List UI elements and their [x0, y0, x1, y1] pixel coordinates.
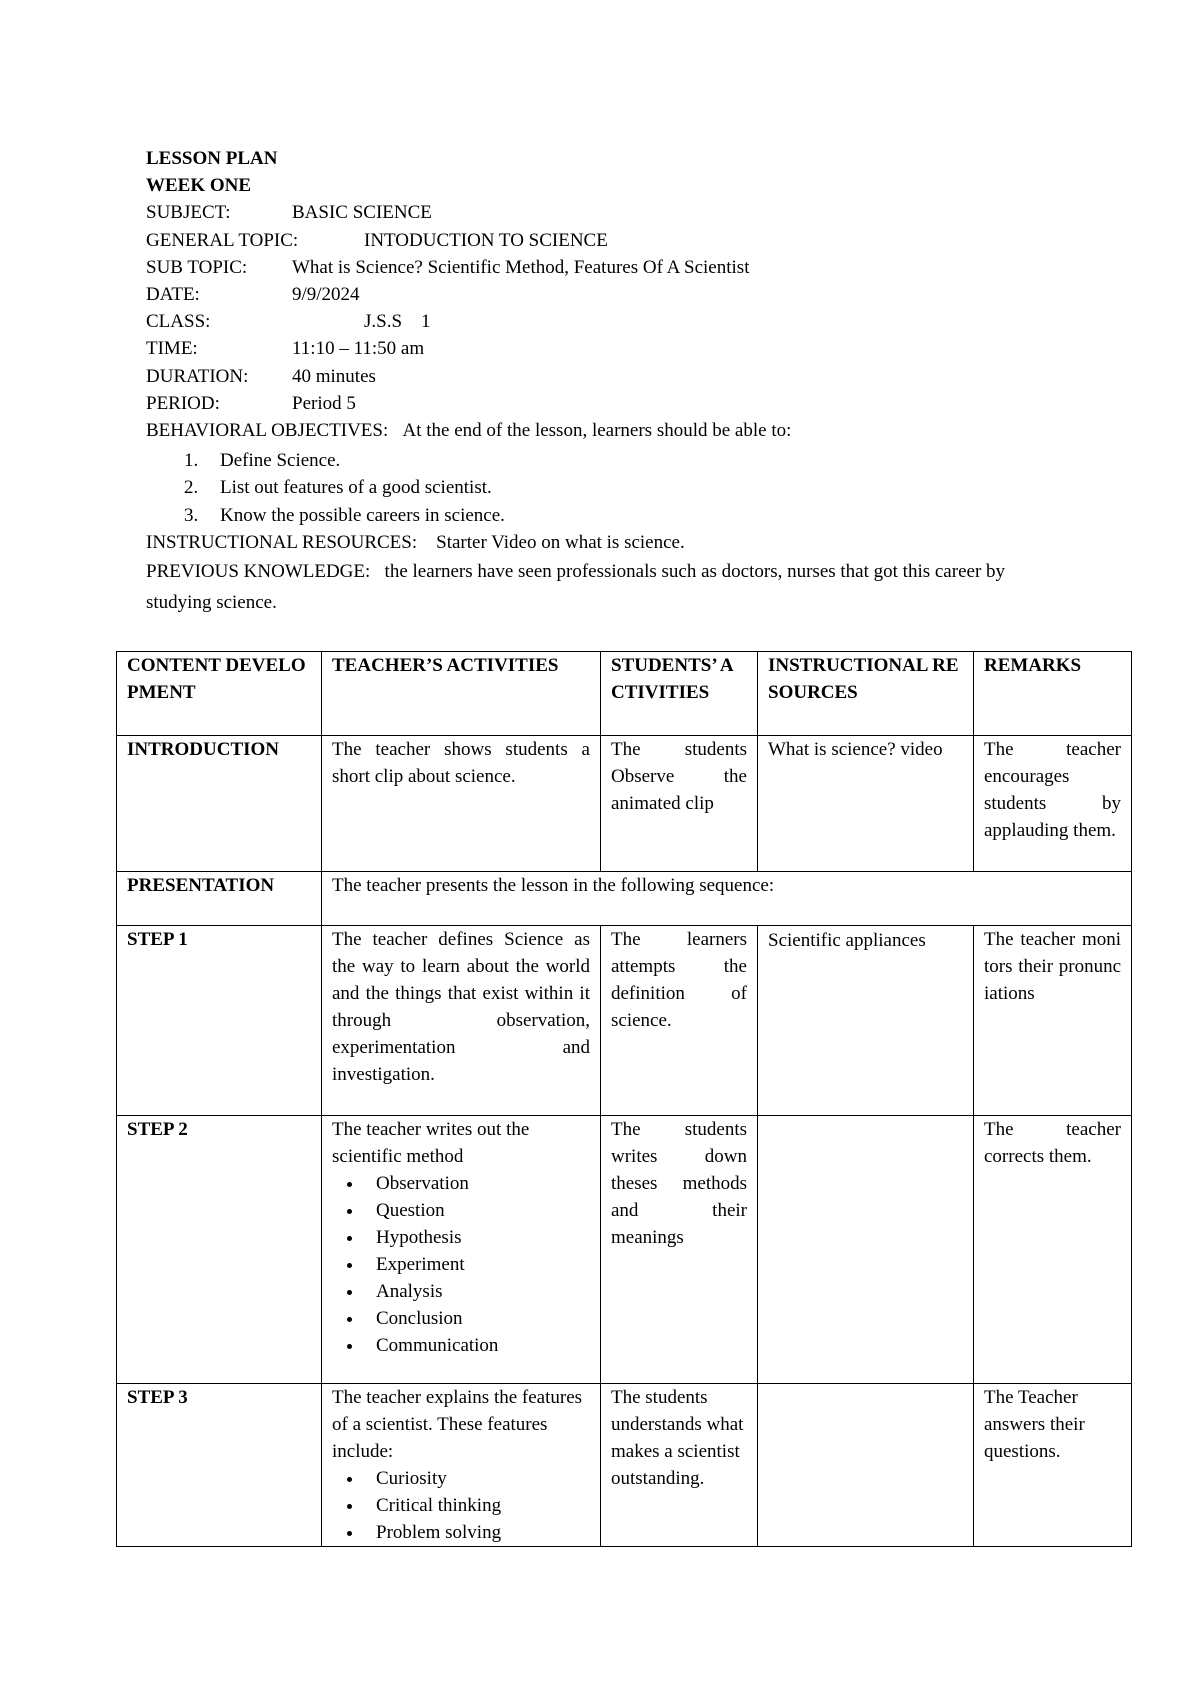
- step1-label: STEP 1: [117, 926, 322, 1116]
- step2-teacher: The teacher writes out the scientific method: [332, 1119, 530, 1167]
- table-row: [117, 926, 1132, 1116]
- subtopic-line: [146, 254, 1066, 281]
- table-row: [117, 1116, 1132, 1384]
- previous-knowledge-line: [146, 556, 1056, 618]
- header-remarks: REMARKS: [974, 652, 1132, 736]
- step3-label: STEP 3: [117, 1384, 322, 1547]
- table-row: [117, 736, 1132, 872]
- topic-label: GENERAL TOPIC:: [146, 229, 299, 251]
- step1-students: The learners attempts the definition of science.: [601, 926, 758, 1116]
- period-label: PERIOD:: [146, 392, 220, 414]
- list-item: • Communication: [364, 1332, 590, 1359]
- step2-label: STEP 2: [117, 1116, 322, 1384]
- lesson-header: [146, 145, 1066, 618]
- objective-item: 2. List out features of a good scientist.: [184, 477, 492, 499]
- list-item: • Experiment: [364, 1251, 590, 1278]
- subject-line: [146, 199, 1066, 226]
- intro-remarks: The teacher encourages students by applauding them.: [974, 736, 1132, 872]
- duration-value: 40 minutes: [292, 365, 376, 387]
- topic-value: INTODUCTION TO SCIENCE: [364, 229, 608, 251]
- intro-teacher: The teacher shows students a short clip about science.: [322, 736, 601, 872]
- step2-students: The students writes down theses methods and their meanings: [601, 1116, 758, 1384]
- time-value: 11:10 – 11:50 am: [292, 338, 425, 360]
- subtopic-label: SUB TOPIC:: [146, 256, 248, 278]
- presentation-label: PRESENTATION: [117, 872, 322, 926]
- step3-students: The students understands what makes a scientist outstanding.: [601, 1384, 758, 1547]
- objective-item: 3. Know the possible careers in science.: [184, 504, 505, 526]
- list-item: • Critical thinking: [364, 1492, 590, 1519]
- scientist-features-list: [332, 1465, 590, 1546]
- step3-resources: [758, 1384, 974, 1547]
- table-row: [117, 1384, 1132, 1547]
- subject-value: BASIC SCIENCE: [292, 202, 432, 224]
- presentation-text: The teacher presents the lesson in the following sequence:: [322, 872, 1132, 926]
- step2-teacher-cell: [322, 1116, 601, 1384]
- date-line: [146, 281, 1066, 308]
- list-item: • Curiosity: [364, 1465, 590, 1492]
- time-label: TIME:: [146, 338, 198, 360]
- class-value: J.S.S 1: [364, 311, 431, 333]
- lesson-title: LESSON PLAN: [146, 148, 278, 169]
- resources-label: INSTRUCTIONAL RESOURCES:: [146, 531, 418, 553]
- duration-label: DURATION:: [146, 365, 249, 387]
- objectives-intro: At the end of the lesson, learners should be able to:: [402, 420, 792, 442]
- intro-label: INTRODUCTION: [117, 736, 322, 872]
- subtopic-value: What is Science? Scientific Method, Features Of A Scientist: [292, 256, 750, 278]
- step2-resources: [758, 1116, 974, 1384]
- list-item: • Hypothesis: [364, 1224, 590, 1251]
- list-item: • Question: [364, 1197, 590, 1224]
- step3-teacher-cell: [322, 1384, 601, 1547]
- step3-remarks: The Teacher answers their questions.: [974, 1384, 1132, 1547]
- list-item: • Analysis: [364, 1278, 590, 1305]
- class-line: [146, 308, 1066, 335]
- objective-item: 1. Define Science.: [184, 450, 341, 472]
- lesson-table: [116, 651, 1132, 1547]
- subject-label: SUBJECT:: [146, 202, 231, 224]
- header-instructional-resources: INSTRUCTIONAL RESOURCES: [758, 652, 974, 736]
- week-label: WEEK ONE: [146, 175, 252, 197]
- step1-teacher: The teacher defines Science as the way to learn about the world and the things that exist within it through observation, experimentation and investigation.: [322, 926, 601, 1116]
- intro-students: The students Observe the animated clip: [601, 736, 758, 872]
- date-label: DATE:: [146, 284, 200, 306]
- scientific-method-list: [332, 1170, 590, 1359]
- intro-resources: What is science? video: [758, 736, 974, 872]
- list-item: • Problem solving: [364, 1519, 590, 1546]
- previous-knowledge-value: the learners have seen professionals such as doctors, nurses that got this career by studying science.: [146, 561, 1006, 614]
- header-teacher-activities: TEACHER’S ACTIVITIES: [322, 652, 601, 736]
- objectives-label: BEHAVIORAL OBJECTIVES:: [146, 420, 389, 442]
- step1-resources: Scientific appliances: [758, 926, 974, 1116]
- resources-line: [146, 529, 1066, 556]
- header-students-activities: STUDENTS’ ACTIVITIES: [601, 652, 758, 736]
- step2-remarks: The teacher corrects them.: [974, 1116, 1132, 1384]
- table-row: [117, 872, 1132, 926]
- period-line: [146, 390, 1066, 417]
- date-value: 9/9/2024: [292, 284, 360, 306]
- period-value: Period 5: [292, 392, 356, 414]
- resources-value: Starter Video on what is science.: [436, 531, 685, 553]
- step3-teacher: The teacher explains the features of a scientist. These features include:: [332, 1387, 583, 1462]
- table-header-row: [117, 652, 1132, 736]
- time-line: [146, 335, 1066, 362]
- objectives-line: [146, 417, 1066, 444]
- topic-line: [146, 227, 1066, 254]
- previous-knowledge-label: PREVIOUS KNOWLEDGE:: [146, 561, 371, 583]
- class-label: CLASS:: [146, 311, 211, 333]
- header-content-development: CONTENT DEVELOPMENT: [117, 652, 322, 736]
- duration-line: [146, 363, 1066, 390]
- list-item: • Conclusion: [364, 1305, 590, 1332]
- step1-remarks: The teacher monitors their pronunciations: [974, 926, 1132, 1116]
- list-item: • Observation: [364, 1170, 590, 1197]
- objectives-list: [146, 447, 1066, 529]
